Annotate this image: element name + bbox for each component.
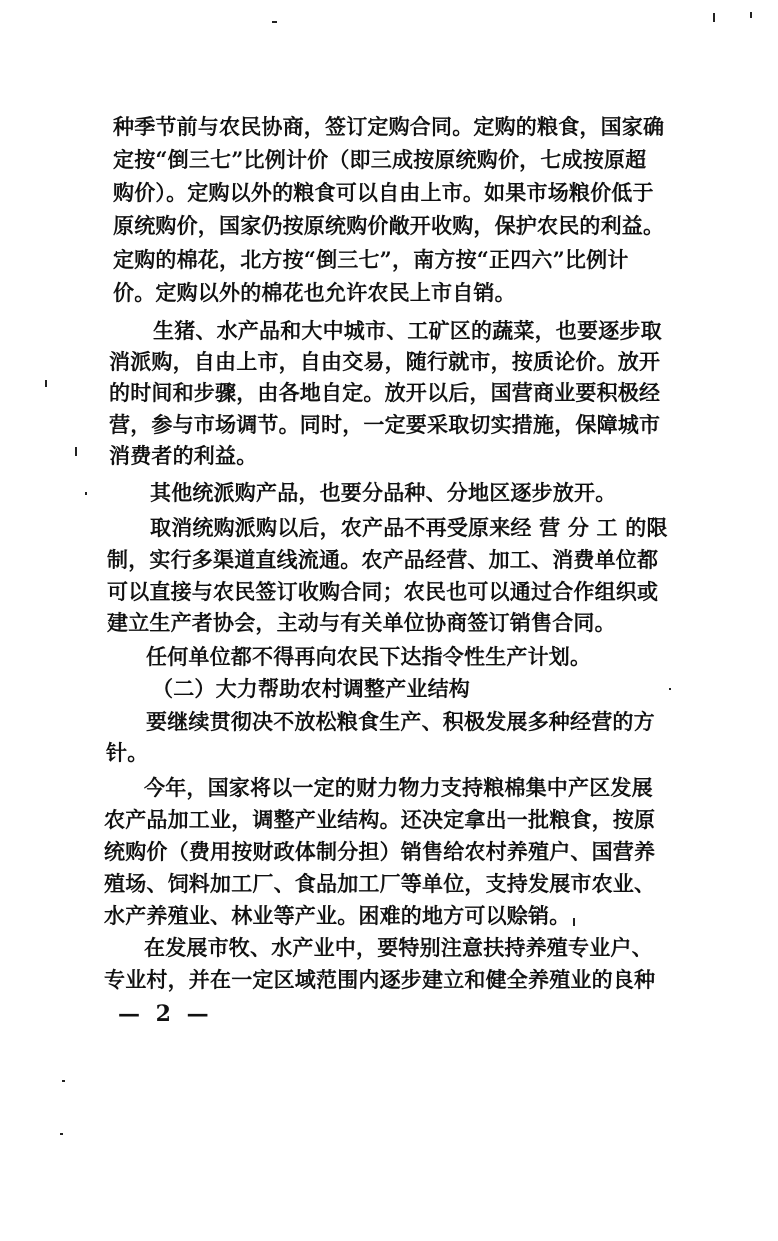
text-line: 今年，国家将以一定的财力物力支持粮棉集中产区发展: [144, 775, 653, 800]
text-line: 定购的棉花，北方按“倒三七”，南方按“正四六”比例计: [113, 247, 629, 272]
text-line: 价。定购以外的棉花也允许农民上市自销。: [113, 280, 516, 305]
text-line: 定按“倒三七”比例计价（即三成按原统购价，七成按原超: [113, 147, 647, 172]
scan-speck: [60, 1133, 63, 1135]
text-line: 殖场、饲料加工厂、食品加工厂等单位，支持发展市农业、: [104, 871, 656, 896]
text-line: 其他统派购产品，也要分品种、分地区逐步放开。: [150, 480, 617, 505]
page-number: — 2 —: [118, 1001, 213, 1027]
text-line: 生猪、水产品和大中城市、工矿区的蔬菜，也要逐步取: [153, 318, 662, 343]
scan-speck: [272, 21, 277, 23]
text-line: 统购价（费用按财政体制分担）销售给农村养殖户、国营养: [104, 839, 656, 864]
section-heading: （二）大力帮助农村调整产业结构: [152, 676, 470, 701]
text-line: 针。: [106, 740, 149, 765]
scan-speck: [45, 380, 47, 387]
text-line: 水产养殖业、林业等产业。困难的地方可以赊销。: [104, 903, 571, 928]
text-line: 农产品加工业，调整产业结构。还决定拿出一批粮食，按原: [104, 807, 656, 832]
text-line: 建立生产者协会，主动与有关单位协商签订销售合同。: [107, 610, 616, 635]
text-line: 营，参与市场调节。同时，一定要采取切实措施，保障城市: [109, 412, 661, 437]
text-line: 取消统购派购以后，农产品不再受原来经 营 分 工 的限: [150, 515, 668, 540]
text-line: 可以直接与农民签订收购合同；农民也可以通过合作组织或: [107, 579, 659, 604]
text-line: 购价）。定购以外的粮食可以自由上市。如果市场粮价低于: [113, 180, 654, 205]
text-line: 任何单位都不得再向农民下达指令性生产计划。: [146, 644, 592, 669]
text-line: 在发展市牧、水产业中，要特别注意扶持养殖专业户、: [144, 935, 653, 960]
text-line: 的时间和步骤，由各地自定。放开以后，国营商业要积极经: [109, 380, 661, 405]
scan-speck: [750, 12, 752, 18]
scan-speck: [75, 447, 77, 456]
scan-speck: [62, 1080, 65, 1082]
scan-speck: [669, 688, 671, 690]
scan-speck: [713, 13, 715, 22]
text-line: 消费者的利益。: [109, 443, 258, 468]
scan-speck: [85, 492, 87, 495]
text-line: 专业村，并在一定区域范围内逐步建立和健全养殖业的良种: [104, 967, 656, 992]
text-line: 消派购，自由上市，自由交易，随行就市，按质论价。放开: [109, 349, 661, 374]
text-line: 原统购价，国家仍按原统购价敞开收购，保护农民的利益。: [113, 213, 665, 238]
text-line: 要继续贯彻决不放松粮食生产、积极发展多种经营的方: [146, 709, 655, 734]
text-line: 种季节前与农民协商，签订定购合同。定购的粮食，国家确: [113, 114, 665, 139]
scan-speck: [573, 918, 575, 926]
text-line: 制，实行多渠道直线流通。农产品经营、加工、消费单位都: [107, 547, 659, 572]
